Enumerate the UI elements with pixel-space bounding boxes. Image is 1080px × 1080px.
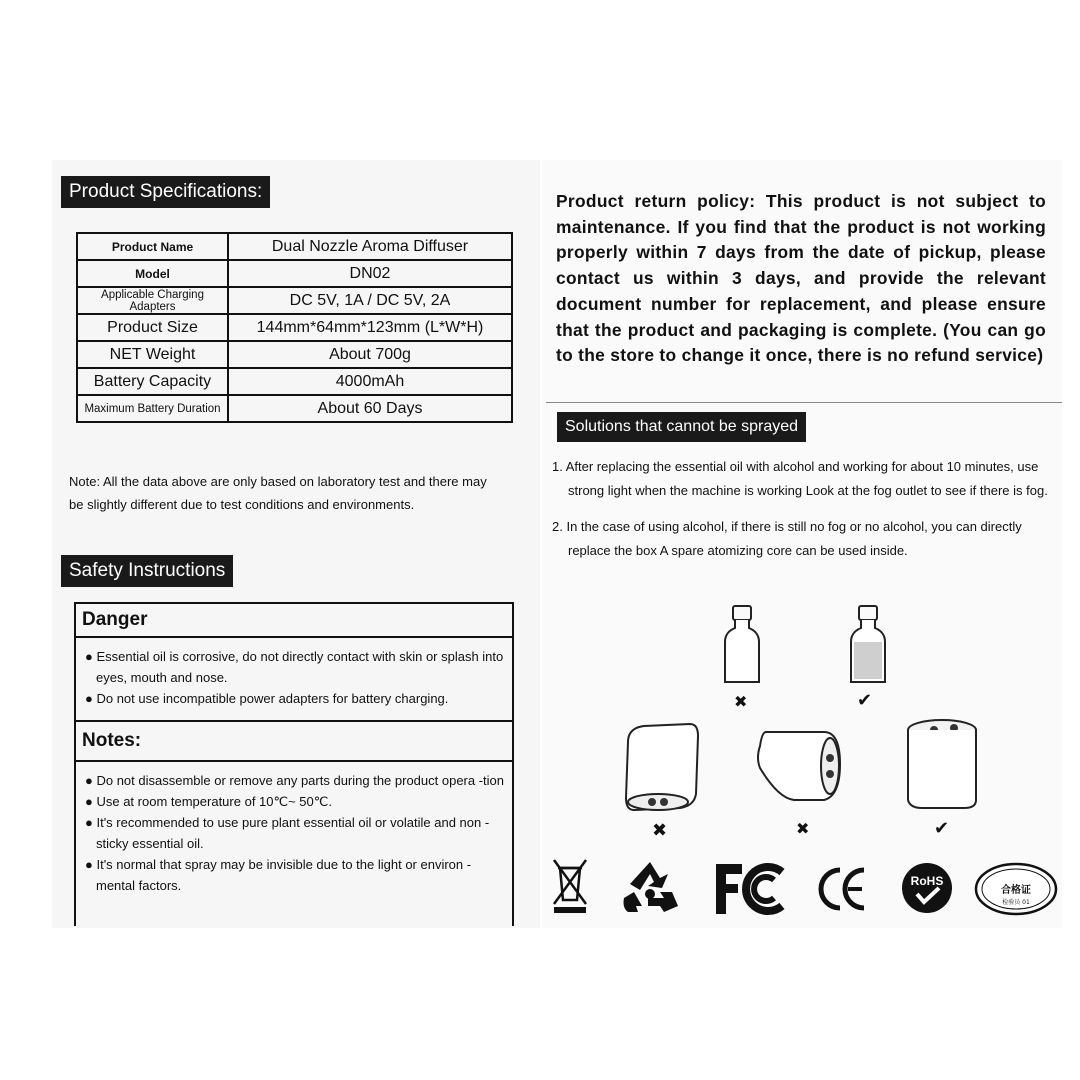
- right-mark: ✔: [857, 690, 873, 710]
- list-item: ● Do not disassemble or remove any parts during the product opera -tion: [85, 773, 505, 788]
- solutions-heading: Solutions that cannot be sprayed: [557, 412, 806, 442]
- list-item: ● Use at room temperature of 10℃~ 50℃.: [85, 794, 332, 809]
- bottle-full-icon: [848, 604, 888, 686]
- device-upright-icon: [902, 716, 982, 810]
- list-item: ● Do not use incompatible power adapters for battery charging.: [85, 691, 449, 706]
- wrong-mark: ✖: [796, 821, 810, 838]
- table-row: [77, 287, 512, 314]
- spec-key: Product Size: [77, 314, 228, 341]
- spec-key: Applicable Charging Adapters: [77, 287, 228, 314]
- spec-value: 144mm*64mm*123mm (L*W*H): [228, 314, 512, 341]
- rohs-badge-icon: [901, 862, 953, 914]
- spec-key: Product Name: [77, 233, 228, 260]
- table-row: [77, 260, 512, 287]
- spec-value: Dual Nozzle Aroma Diffuser: [228, 233, 512, 260]
- table-row: [77, 395, 512, 422]
- table-row: [77, 233, 512, 260]
- danger-title: Danger: [76, 604, 512, 638]
- wrong-mark: ✖: [734, 694, 748, 711]
- notes-text: It's recommended to use pure plant essential oil or volatile and non -sticky essential oil.: [96, 815, 490, 851]
- table-row: [77, 341, 512, 368]
- specs-heading: Product Specifications:: [61, 176, 270, 208]
- spec-key: Battery Capacity: [77, 368, 228, 395]
- solutions-list: [552, 455, 1052, 575]
- return-policy: Product return policy: This product is not subject to maintenance. If you find that the product is not working properly within 7 days from the date of pickup, please contact us within 3 days, and provide the relevant document number for replacement, and please ensure that the product and packaging is complete. (You can go to the store to change it once, there is no refund service): [556, 191, 1046, 366]
- rohs-label: RoHS: [910, 874, 944, 888]
- notes-text: It's normal that spray may be invisible due to the light or environ -mental factors.: [96, 857, 472, 893]
- note-line: Note: All the data above are only based on laboratory test and there may: [69, 474, 487, 489]
- spec-key: NET Weight: [77, 341, 228, 368]
- list-item: 1. After replacing the essential oil with alcohol and working for about 10 minutes, use strong light when the machine is working Look at the fog outlet to see if there is fog.: [552, 459, 1048, 498]
- danger-list: [76, 638, 512, 722]
- notes-text: Do not disassemble or remove any parts during the product opera -tion: [96, 773, 505, 788]
- spec-key: Maximum Battery Duration: [77, 395, 228, 422]
- danger-text: Do not use incompatible power adapters for battery charging.: [96, 691, 449, 706]
- notes-list: [76, 762, 512, 896]
- specs-note: [69, 470, 531, 516]
- spec-key: Model: [77, 260, 228, 287]
- fc-logo-icon: [716, 864, 786, 914]
- recycle-icon: [620, 858, 680, 916]
- safety-box: [74, 602, 514, 926]
- notes-text: Use at room temperature of 10℃~ 50℃.: [96, 794, 332, 809]
- qc-seal-icon: [974, 862, 1058, 916]
- list-item: 2. In the case of using alcohol, if there is still no fog or no alcohol, you can directly replace the box A spare atomizing core can be used inside.: [552, 519, 1022, 558]
- spec-value: About 60 Days: [228, 395, 512, 422]
- ce-mark-icon: [818, 866, 868, 912]
- list-item: ● It's recommended to use pure plant essential oil or volatile and non -sticky essential oil.: [85, 815, 490, 851]
- spec-value: DC 5V, 1A / DC 5V, 2A: [228, 287, 512, 314]
- bottle-empty-icon: [722, 604, 762, 686]
- note-line: be slightly different due to test conditions and environments.: [69, 497, 415, 512]
- list-item: ● Essential oil is corrosive, do not directly contact with skin or splash into eyes, mouth and nose.: [85, 649, 504, 685]
- wrong-mark: ✖: [652, 820, 668, 840]
- table-row: [77, 368, 512, 395]
- section-divider: [546, 402, 1062, 403]
- qc-sub: 检验员 01: [1002, 899, 1030, 906]
- spec-value: DN02: [228, 260, 512, 287]
- spec-value: About 700g: [228, 341, 512, 368]
- right-mark: ✔: [934, 818, 950, 838]
- spec-value: 4000mAh: [228, 368, 512, 395]
- specs-table: [76, 232, 513, 423]
- notes-title: Notes:: [76, 722, 512, 762]
- list-item: ● It's normal that spray may be invisible due to the light or environ -mental factors.: [85, 857, 472, 893]
- danger-text: Essential oil is corrosive, do not directly contact with skin or splash into eyes, mouth and nose.: [96, 649, 504, 685]
- device-tilted-left-icon: [622, 722, 702, 812]
- device-sideways-icon: [756, 728, 846, 804]
- table-row: [77, 314, 512, 341]
- safety-heading: Safety Instructions: [61, 555, 233, 587]
- weee-bin-icon: [552, 858, 588, 914]
- qc-label: 合格证: [1001, 885, 1031, 896]
